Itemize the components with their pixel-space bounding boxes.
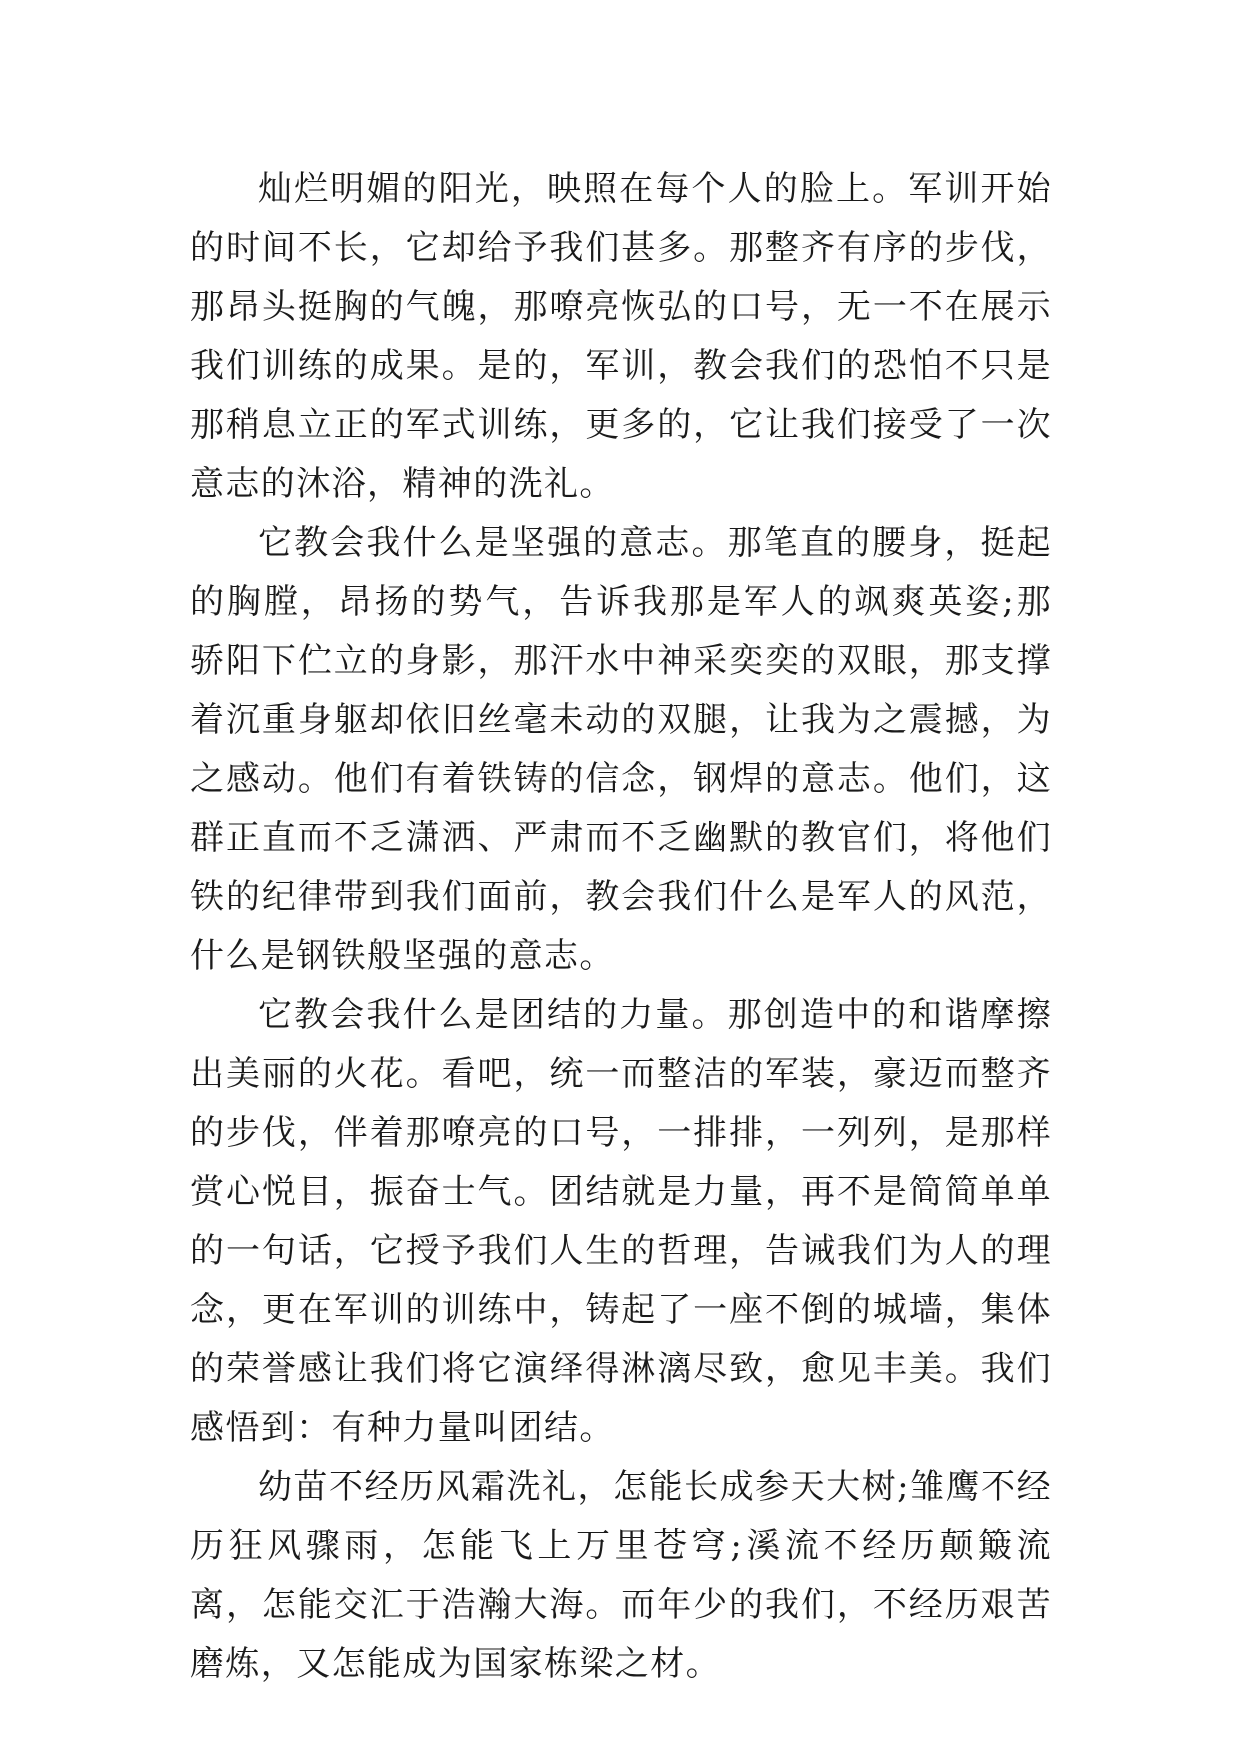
paragraph-3: 它教会我什么是团结的力量。那创造中的和谐摩擦出美丽的火花。看吧，统一而整洁的军装，豪迈而整齐的步伐，伴着那嘹亮的口号，一排排，一列列，是那样赏心悦目，振奋士气。团结就是力量，再不是简简单单的一句话，它授予我们人生的哲理，告诫我们为人的理念，更在军训的训练中，铸起了一座不倒的城墙，集体的荣誉感让我们将它演绎得淋漓尽致，愈见丰美。我们感悟到：有种力量叫团结。 (190, 995, 1052, 1448)
paragraph-1: 灿烂明媚的阳光，映照在每个人的脸上。军训开始的时间不长，它却给予我们甚多。那整齐有序的步伐，那昂头挺胸的气魄，那嘹亮恢弘的口号，无一不在展示我们训练的成果。是的，军训，教会我们的恐怕不只是那稍息立正的军式训练，更多的，它让我们接受了一次意志的沐浴，精神的洗礼。 (190, 169, 1052, 504)
document-body (190, 160, 1052, 1694)
paragraph-2: 它教会我什么是坚强的意志。那笔直的腰身，挺起的胸膛，昂扬的势气，告诉我那是军人的飒爽英姿;那骄阳下伫立的身影，那汗水中神采奕奕的双眼，那支撑着沉重身躯却依旧丝毫未动的双腿，让我为之震撼，为之感动。他们有着铁铸的信念，钢焊的意志。他们，这群正直而不乏潇洒、严肃而不乏幽默的教官们，将他们铁的纪律带到我们面前，教会我们什么是军人的风范，什么是钢铁般坚强的意志。 (190, 523, 1052, 976)
paragraph-4: 幼苗不经历风霜洗礼，怎能长成参天大树;雏鹰不经历狂风骤雨，怎能飞上万里苍穹;溪流不经历颠簸流离，怎能交汇于浩瀚大海。而年少的我们，不经历艰苦磨炼，又怎能成为国家栋梁之材。 (190, 1467, 1052, 1684)
